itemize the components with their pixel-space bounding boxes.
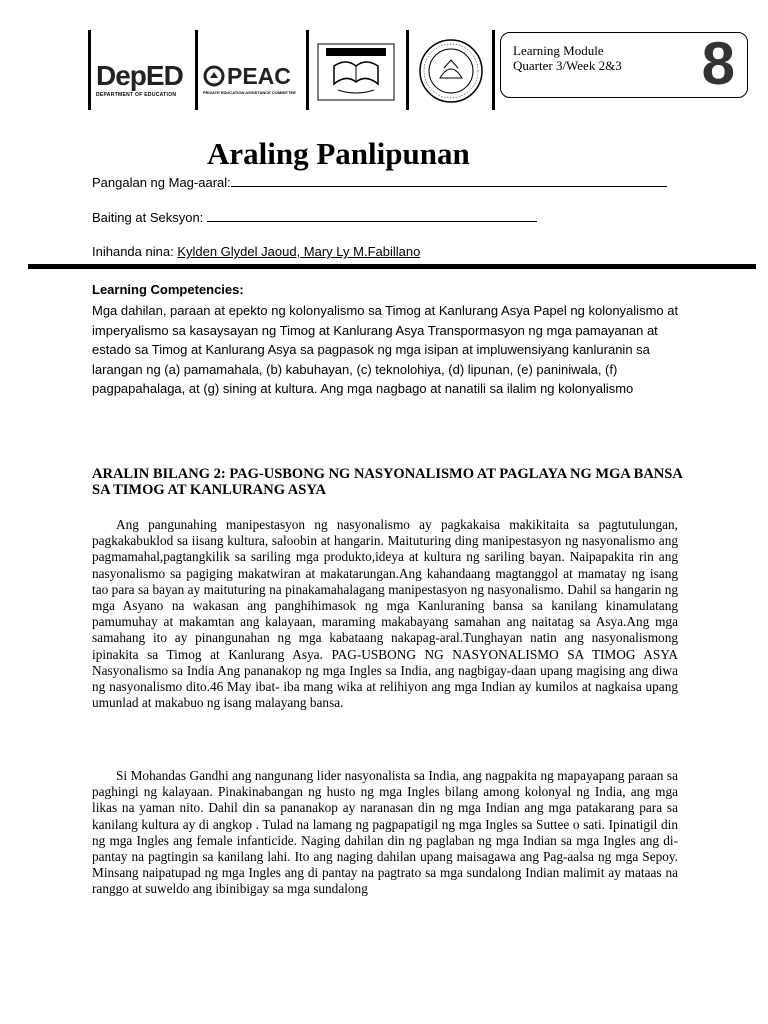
header-divider [88,30,91,110]
prepared-by-label: Inihanda nina: [92,244,174,259]
deped-logo-icon: DepED [96,60,183,91]
module-info-text [513,43,622,73]
header-divider [195,30,198,110]
peac-logo [203,64,303,104]
module-label: Learning Module [513,43,604,58]
header-divider [492,30,495,110]
competencies-body: Mga dahilan, paraan at epekto ng kolonyalismo sa Timog at Kanlurang Asya Papel ng kolonyalismo at imperyalismo sa kasaysayan ng Timog at Kanlurang Asya Transpormasyon ng mga pamayanan at estado sa Timog at Kanlurang Asya sa pagpasok ng mga isipan at impluwensiyang kanluranin sa larangan ng (a) pamamahala, (b) kabuhayan, (c) teknolohiya, (d) lipunan, (e) paniniwala, (f) pagpapahalaga, at (g) sining at kultura. Ang mga nagbago at nanatili sa ilalim ng kolonyalismo [92,303,679,396]
deped-logo-subtitle: DEPARTMENT OF EDUCATION [96,92,177,98]
school-seal [418,38,484,104]
page-title: Araling Panlipunan [207,136,470,171]
book-seal-icon [316,42,396,102]
section-field [92,209,537,225]
lesson-paragraph-1: Ang pangunahing manipestasyon ng nasyonalismo ay pagkakaisa makikitaita sa pagtutulungan, pagkakabuklod sa iisang kultura, saloobin at hangarin. Maituturing ding manipestasyon ng nasyonalismo ang pagmamahal,pagtangkilik sa sariling mga produkto,ideya at kultura ng sariling bayan. Naipapakita rin ang nasyonalismo sa pagiging makatwiran at makatarungan.Ang kahandaang magtanggol at mamatay ng isang tao para sa bayan ay maituturing na pinakamahalagang manipestasyon ng nasyonalismo. Dahil sa hangarin ng mga Asyano na wakasan ang panghihimasok ng mga Kanluraning bansa sa kanilang kinamulatang pamumuhay at makamtan ang kalayaan, maraming makabayang samahan ang naitatag sa Asya.Ang mga samahang ito ay pinangunahan ng mga kabataang nakapag-aral.Tunghayan natin ang nasyonalismong ipinakita sa Timog at Kanlurang Asya. PAG-USBONG NG NASYONALISMO SA TIMOG ASYA Nasyonalismo sa India Ang pananakop ng mga Ingles sa India, ang nagbigay-daan upang magising ang diwa ng nasyonalismo dito.46 May ibat- iba mang wika at relihiyon ang mga Indian ay kumilos at nagkaisa upang umunlad at makabuo ng isang malayang bansa. [92,517,678,711]
section-label: Baiting at Seksyon: [92,210,204,225]
section-divider [28,264,756,269]
peac-logo-icon [203,65,225,87]
student-name-label: Pangalan ng Mag-aaral: [92,175,231,190]
school-seal-icon [418,38,484,104]
header-divider [406,30,409,110]
student-name-field [92,174,667,190]
lesson-paragraph-2: Si Mohandas Gandhi ang nangunang lider nasyonalista sa India, ang nagpakita ng mapayapang paraan sa paghingi ng kalayaan. Pinakinabangan ng husto ng mga Ingles bilang among kolonyal ng India, ang mga likas na yaman nito. Dahil din sa pananakop ay naranasan din ng mga Indian ang mga patakarang para sa kanilang kultura ay di angkop . Tulad na lamang ng pagpapatigil ng mga Ingles sa Suttee o sati. Ipinatigil din ng mga Ingles ang female infanticide. Naging dahilan din ng paglaban ng mga Indian sa mga Ingles ang di-pantay na pagtingin sa kanilang lahi. Ito ang naging dahilan upang maisagawa ang Pag-aalsa ng mga Sepoy. Minsang naipatupad ng mga Ingles ang di pantay na pagtrato sa mga sundalong Indian malimit ay mataas na ranggo at suweldo ang ibinibigay sa mga sundalong [92,768,678,897]
lesson-title: ARALIN BILANG 2: PAG-USBONG NG NASYONALISMO AT PAGLAYA NG MGA BANSA SA TIMOG AT KANLURANG ASYA [92,466,683,498]
peac-logo-subtitle: PRIVATE EDUCATION ASSISTANCE COMMITTEE [203,90,296,95]
peac-logo-text: PEAC [227,63,291,89]
peac-logo-wordmark [203,64,303,88]
header-divider [306,30,309,110]
grade-number: 8 [701,30,735,97]
deped-logo [96,62,191,108]
quarter-week-label: Quarter 3/Week 2&3 [513,58,622,73]
module-info-box [500,32,748,98]
book-seal [316,42,396,102]
authors: Kylden Glydel Jaoud, Mary Ly M.Fabillano [177,244,421,259]
competencies-heading: Learning Competencies: [92,282,244,297]
section-blank[interactable] [207,209,537,222]
module-header [88,30,753,110]
prepared-by [92,244,420,259]
student-name-blank[interactable] [231,174,667,187]
